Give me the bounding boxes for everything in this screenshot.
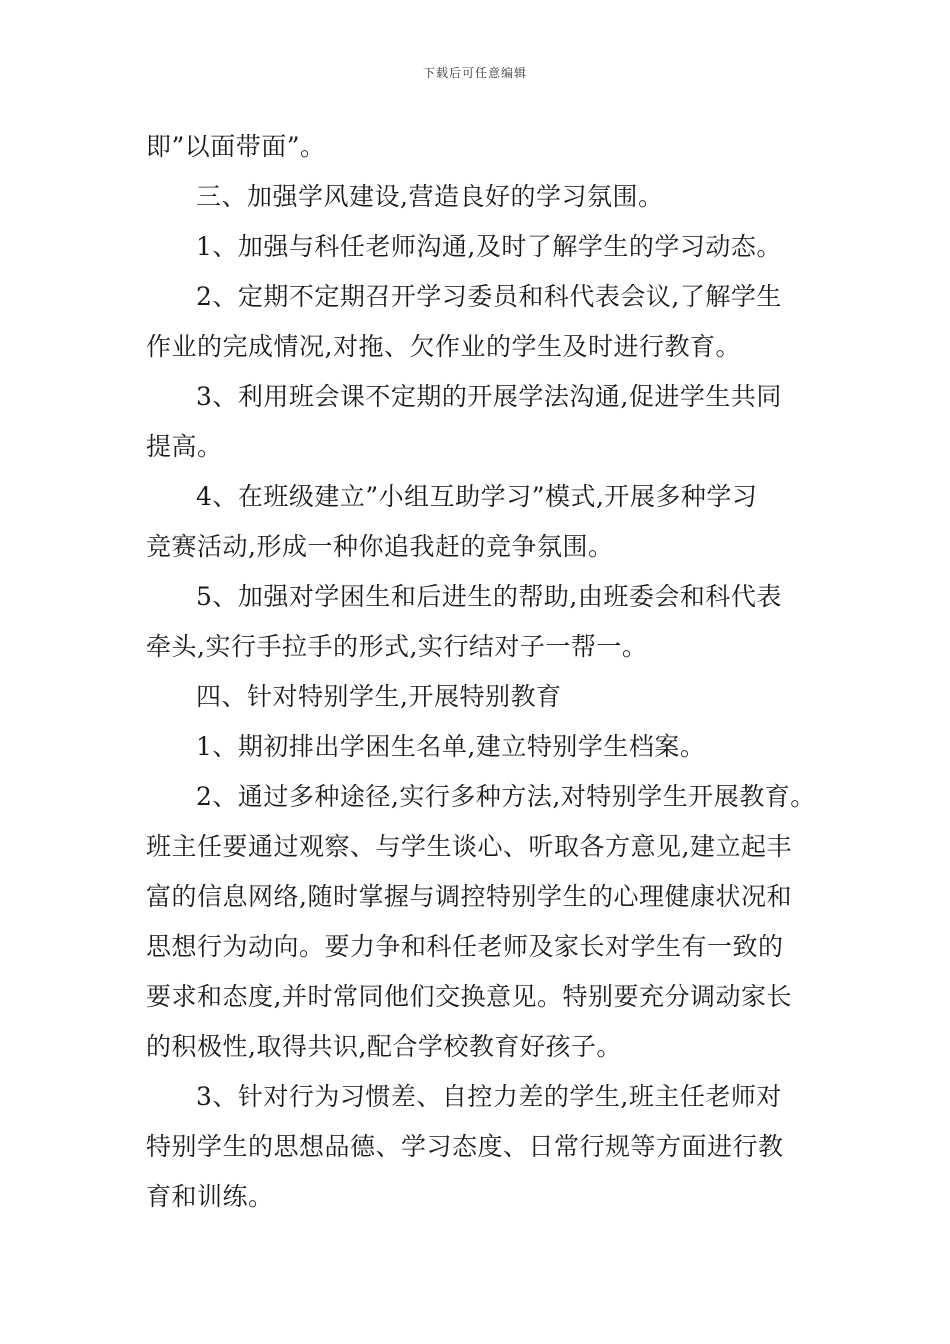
text-line: 特别学生的思想品德、学习态度、日常行规等方面进行教 <box>146 1132 784 1161</box>
text-line: 3、利用班会课不定期的开展学法沟通,促进学生共同 <box>196 382 782 411</box>
text-line: 2、通过多种途径,实行多种方法,对特别学生开展教育。 <box>196 782 816 811</box>
text-line: 3、针对行为习惯差、自控力差的学生,班主任老师对 <box>196 1082 782 1111</box>
text-line: 作业的完成情况,对拖、欠作业的学生及时进行教育。 <box>146 332 741 361</box>
text-line: 思想行为动向。要力争和科任老师及家长对学生有一致的 <box>146 932 784 961</box>
text-line: 1、期初排出学困生名单,建立特别学生档案。 <box>196 732 706 761</box>
text-line: 班主任要通过观察、与学生谈心、听取各方意见,建立起丰 <box>146 832 792 861</box>
text-line: 4、在班级建立”小组互助学习”模式,开展多种学习 <box>196 482 758 511</box>
section-heading: 四、针对特别学生,开展特别教育 <box>196 682 562 711</box>
text-line: 的积极性,取得共识,配合学校教育好孩子。 <box>146 1032 622 1061</box>
text-line: 要求和态度,并时常同他们交换意见。特别要充分调动家长 <box>146 982 792 1011</box>
section-heading: 三、加强学风建设,营造良好的学习氛围。 <box>196 182 664 211</box>
text-line: 育和训练。 <box>146 1182 274 1211</box>
text-line: 2、定期不定期召开学习委员和科代表会议,了解学生 <box>196 282 782 311</box>
text-line: 即”以面带面”。 <box>146 132 326 161</box>
document-body <box>146 122 814 1222</box>
text-line: 竞赛活动,形成一种你追我赶的竞争氛围。 <box>146 532 614 561</box>
page-header: 下载后可任意编辑 <box>422 66 527 80</box>
text-line: 牵头,实行手拉手的形式,实行结对子一帮一。 <box>146 632 648 661</box>
text-line: 提高。 <box>146 432 223 461</box>
text-line: 富的信息网络,随时掌握与调控特别学生的心理健康状况和 <box>146 882 792 911</box>
text-line: 1、加强与科任老师沟通,及时了解学生的学习动态。 <box>196 232 782 261</box>
text-line: 5、加强对学困生和后进生的帮助,由班委会和科代表 <box>196 582 782 611</box>
